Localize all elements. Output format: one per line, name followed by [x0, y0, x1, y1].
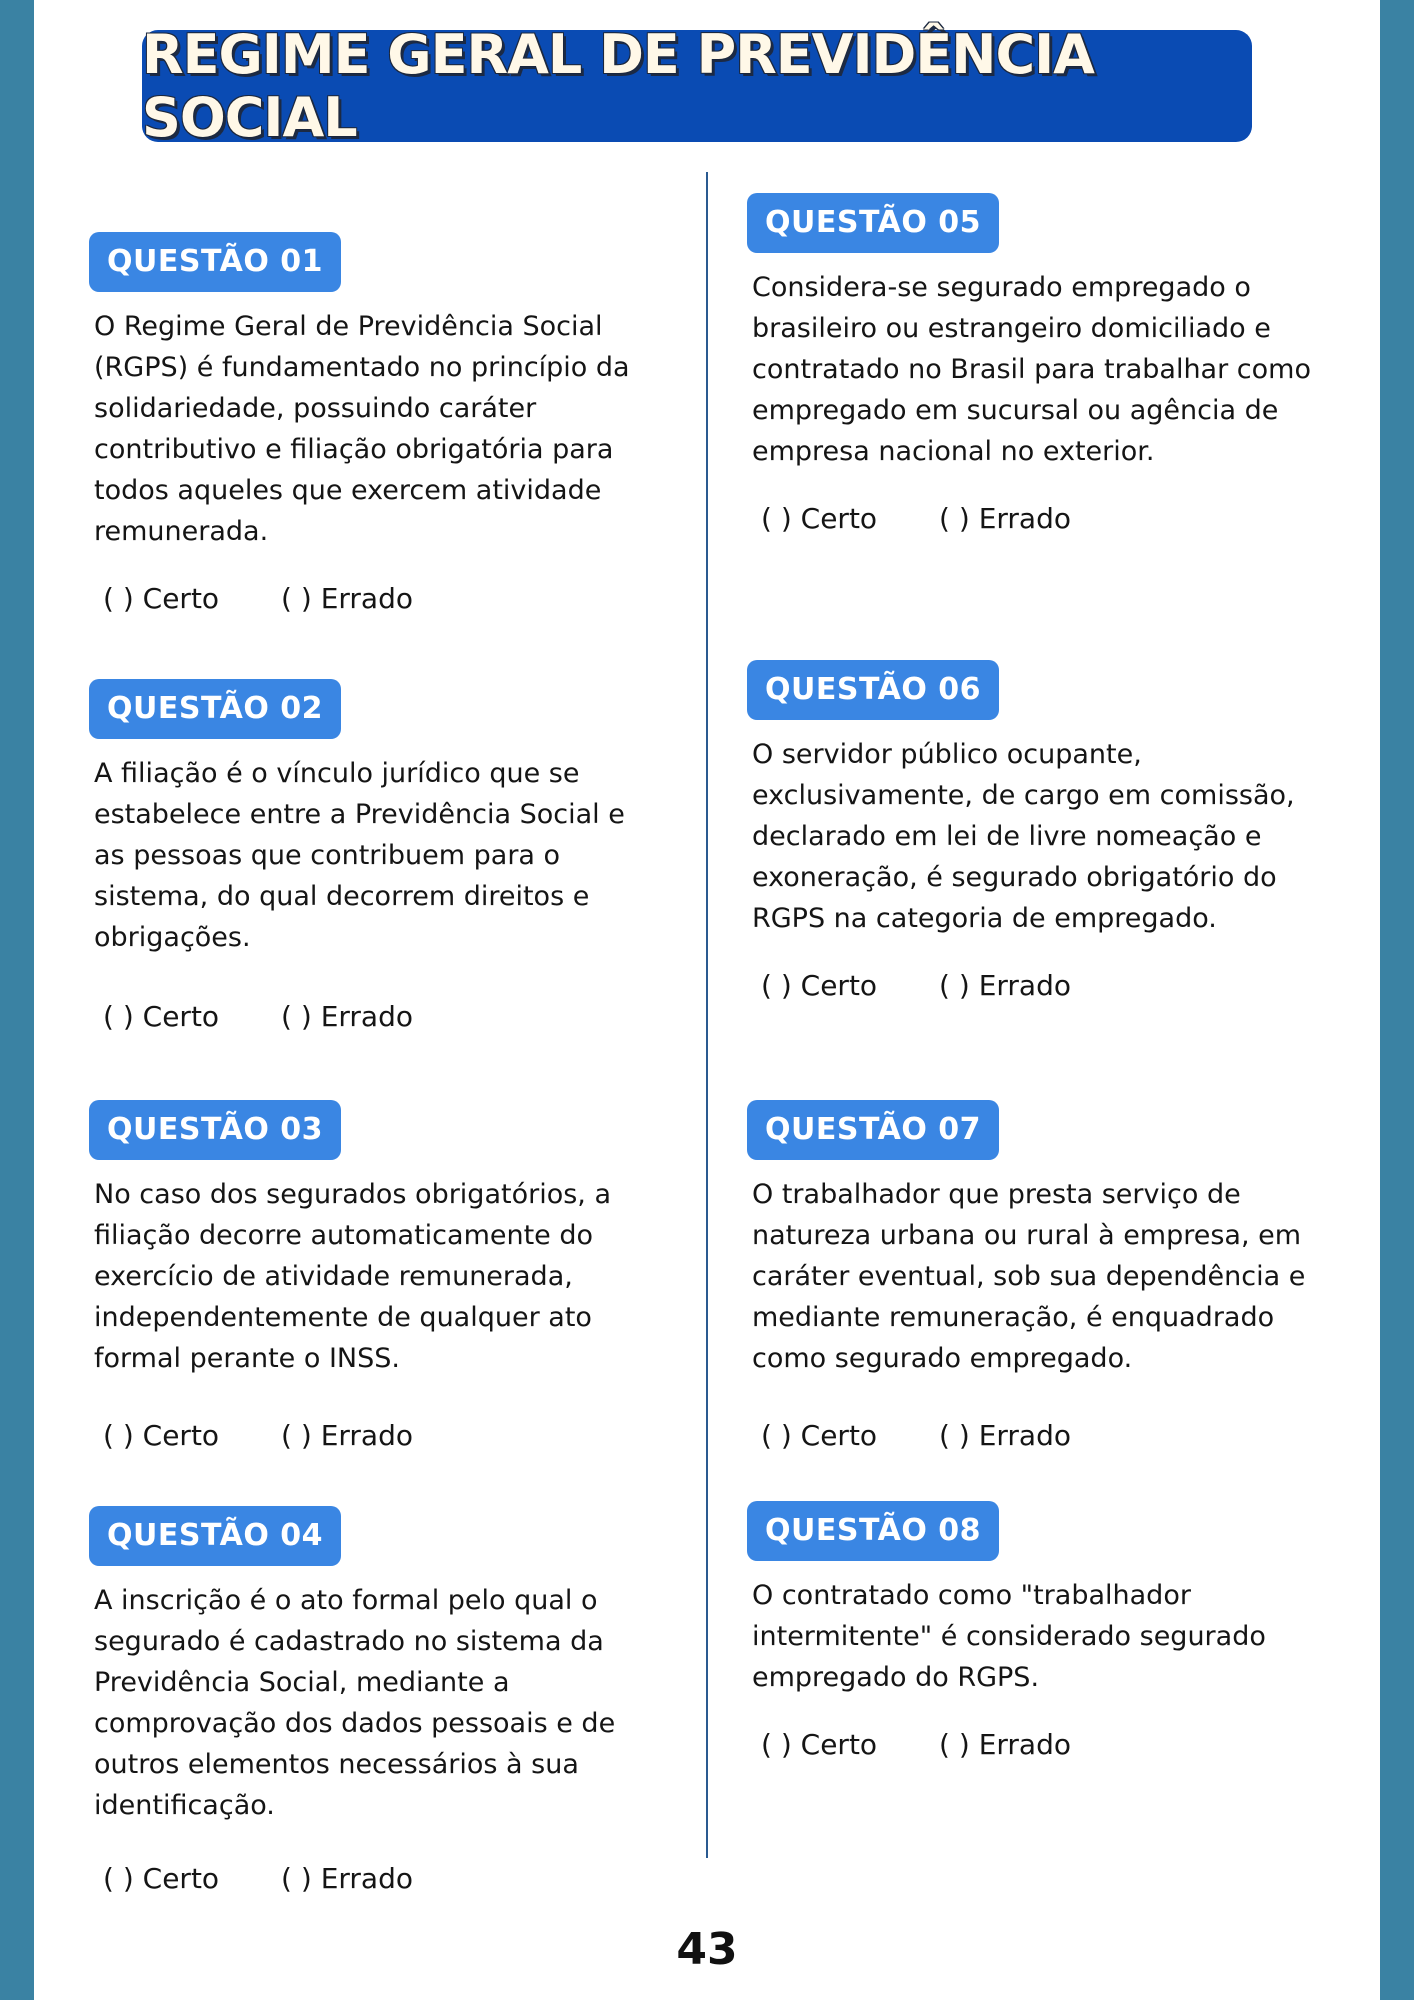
question-07 — [747, 1100, 1312, 1452]
title-banner — [142, 23, 1252, 149]
question-label: QUESTÃO 05 — [747, 193, 999, 253]
page-title: REGIME GERAL DE PREVIDÊNCIA SOCIAL — [142, 23, 1094, 149]
answer-options — [761, 969, 1312, 1002]
answer-options — [103, 582, 654, 615]
question-label: QUESTÃO 06 — [747, 660, 999, 720]
question-08 — [747, 1501, 1312, 1761]
column-divider — [706, 172, 708, 1858]
question-05 — [747, 193, 1312, 535]
option-certo[interactable]: ( ) Certo — [103, 1000, 220, 1033]
option-errado[interactable]: ( ) Errado — [281, 1862, 413, 1895]
option-errado[interactable]: ( ) Errado — [939, 502, 1071, 535]
question-text: A filiação é o vínculo jurídico que se estabelece entre a Previdência Social e as pessoas que contribuem para o sistema, do qual decorrem direitos e obrigações. — [94, 758, 625, 953]
question-text: Considera-se segurado empregado o brasileiro ou estrangeiro domiciliado e contratado no Brasil para trabalhar como empregado em sucursal ou agência de empresa nacional no exterior. — [752, 272, 1311, 467]
question-text: A inscrição é o ato formal pelo qual o segurado é cadastrado no sistema da Previdência Social, mediante a comprovação dos dados pessoais e de outros elementos necessários à sua identificação. — [94, 1585, 616, 1821]
question-label: QUESTÃO 02 — [89, 679, 341, 739]
option-errado[interactable]: ( ) Errado — [281, 582, 413, 615]
page — [34, 0, 1380, 2000]
page-number: 43 — [676, 1924, 738, 1975]
option-certo[interactable]: ( ) Certo — [761, 1419, 878, 1452]
answer-options — [103, 1862, 654, 1895]
question-03 — [89, 1100, 654, 1452]
answer-options — [103, 1000, 654, 1033]
question-text: O servidor público ocupante, exclusivamente, de cargo em comissão, declarado em lei de livre nomeação e exoneração, é segurado obrigatório do RGPS na categoria de empregado. — [752, 739, 1295, 934]
option-certo[interactable]: ( ) Certo — [103, 582, 220, 615]
question-text: No caso dos segurados obrigatórios, a filiação decorre automaticamente do exercício de atividade remunerada, independentemente de qualquer ato formal perante o INSS. — [94, 1179, 611, 1374]
question-label: QUESTÃO 07 — [747, 1100, 999, 1160]
option-errado[interactable]: ( ) Errado — [281, 1419, 413, 1452]
question-label: QUESTÃO 04 — [89, 1506, 341, 1566]
option-errado[interactable]: ( ) Errado — [939, 1419, 1071, 1452]
option-certo[interactable]: ( ) Certo — [103, 1419, 220, 1452]
question-06 — [747, 660, 1312, 1002]
option-certo[interactable]: ( ) Certo — [761, 1728, 878, 1761]
question-label: QUESTÃO 08 — [747, 1501, 999, 1561]
question-label: QUESTÃO 03 — [89, 1100, 341, 1160]
answer-options — [761, 502, 1312, 535]
question-01 — [89, 232, 654, 615]
option-errado[interactable]: ( ) Errado — [939, 969, 1071, 1002]
option-errado[interactable]: ( ) Errado — [281, 1000, 413, 1033]
answer-options — [103, 1419, 654, 1452]
answer-options — [761, 1419, 1312, 1452]
question-label: QUESTÃO 01 — [89, 232, 341, 292]
option-errado[interactable]: ( ) Errado — [939, 1728, 1071, 1761]
question-02 — [89, 679, 654, 1033]
option-certo[interactable]: ( ) Certo — [761, 502, 878, 535]
question-text: O contratado como "trabalhador intermitente" é considerado segurado empregado do RGPS. — [752, 1580, 1266, 1693]
answer-options — [761, 1728, 1312, 1761]
question-text: O trabalhador que presta serviço de natureza urbana ou rural à empresa, em caráter eventual, sob sua dependência e mediante remuneração, é enquadrado como segurado empregado. — [752, 1179, 1306, 1374]
question-text: O Regime Geral de Previdência Social (RGPS) é fundamentado no princípio da solidariedade, possuindo caráter contributivo e filiação obrigatória para todos aqueles que exercem atividade remunerada. — [94, 311, 630, 547]
option-certo[interactable]: ( ) Certo — [103, 1862, 220, 1895]
question-04 — [89, 1506, 654, 1895]
option-certo[interactable]: ( ) Certo — [761, 969, 878, 1002]
